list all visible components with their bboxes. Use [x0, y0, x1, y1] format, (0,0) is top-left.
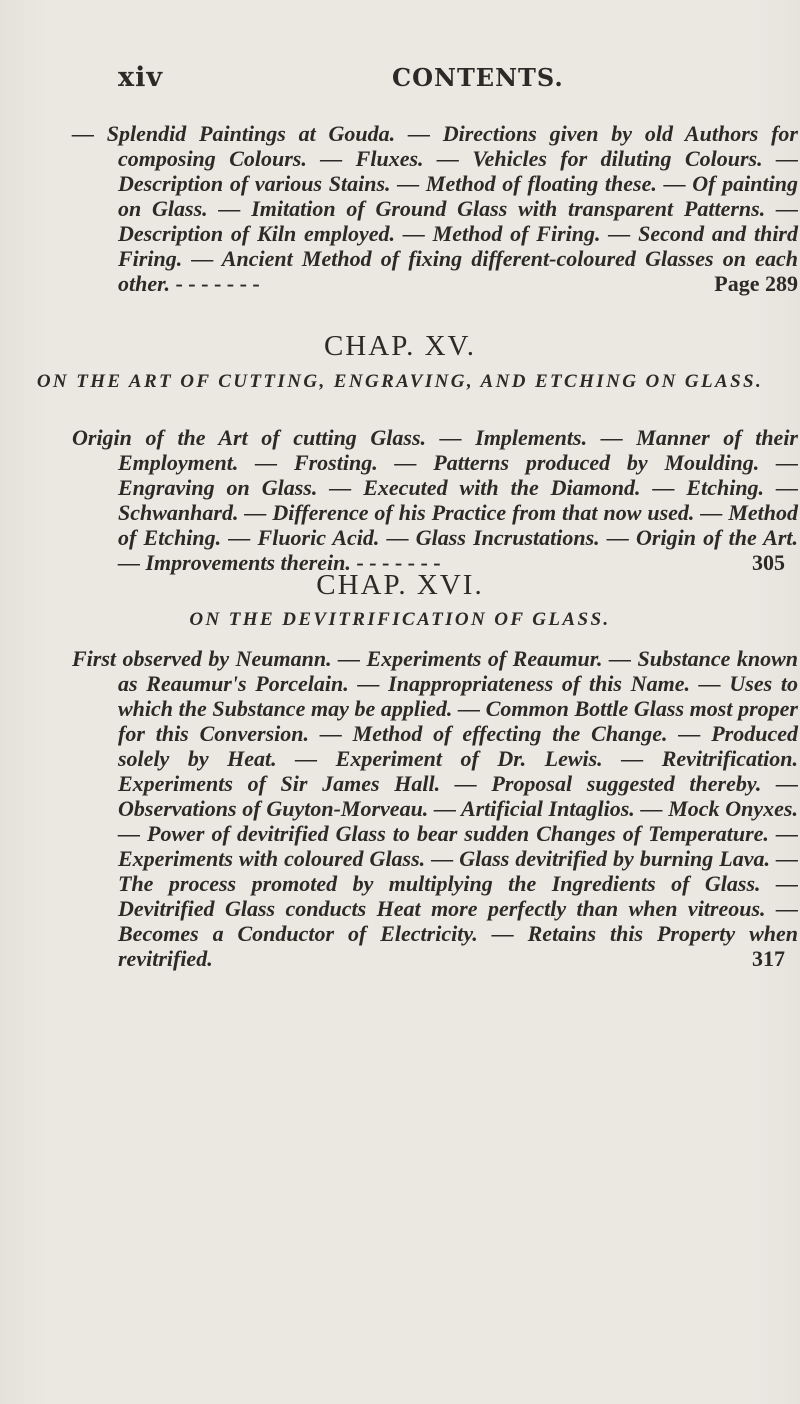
dot-leaders: - - - - - - -: [175, 271, 260, 296]
entry-summary: Origin of the Art of cutting Glass. — Implements. — Manner of their Employment. — Frosting. — Patterns produced by Moulding. — Engraving on Glass. — Executed with the Diamond. — Etching. — Schwanhard. — Difference of his Practice from that now used. — Method of Etching. — Fluoric Acid. — Glass Incrustations. — Origin of the Art. — Improvements therein.: [72, 425, 798, 575]
chapter-title: ON THE DEVITRIFICATION OF GLASS.: [189, 609, 611, 630]
chapter-number: CHAP. XV.: [323, 330, 477, 362]
chapter-title: ON THE ART OF CUTTING, ENGRAVING, AND ETCHING ON GLASS.: [36, 371, 764, 392]
contents-entry-chap-15: Origin of the Art of cutting Glass. — Implements. — Manner of their Employment. — Frosting. — Patterns produced by Moulding. — Engraving on Glass. — Executed with the Diamond. — Etching. — Schwanhard. — Difference of his Practice from that now used. — Method of Etching. — Fluoric Acid. — Glass Incrustations. — Origin of the Art. — Improvements therein. - - - - - - - 305: [72, 425, 798, 575]
running-head: [118, 62, 758, 102]
chapter-number: CHAP. XVI.: [316, 569, 484, 601]
contents-entry-chap-14-continued: [72, 121, 798, 296]
entry-summary: — Splendid Paintings at Gouda. — Directions given by old Authors for composing Colours. — Fluxes. — Vehicles for diluting Colours. — Description of various Stains. — Method of floating these. — Of painting on Glass. — Imitation of Ground Glass with transparent Patterns. — Description of Kiln employed. — Method of Firing. — Second and third Firing. — Ancient Method of fixing different-coloured Glasses on each other.: [72, 121, 798, 296]
contents-entry-chap-16: First observed by Neumann. — Experiments of Reaumur. — Substance known as Reaumur's Porcelain. — Inappropriateness of this Name. — Uses to which the Substance may be applied. — Common Bottle Glass most proper for this Conversion. — Method of effecting the Change. — Produced solely by Heat. — Experiment of Dr. Lewis. — Revitrification. Experiments of Sir James Hall. — Proposal suggested thereby. — Observations of Guyton-Morveau. — Artificial Intaglios. — Mock Onyxes. — Power of devitrified Glass to bear sudden Changes of Temperature. — Experiments with coloured Glass. — Glass devitrified by burning Lava. — The process promoted by multiplying the Ingredients of Glass. — Devitrified Glass conducts Heat more perfectly than when vitreous. — Becomes a Conductor of Electricity. — Retains this Property when revitrified. 317: [72, 646, 798, 971]
entry-summary: First observed by Neumann. — Experiments of Reaumur. — Substance known as Reaumur's Porcelain. — Inappropriateness of this Name. — Uses to which the Substance may be applied. — Common Bottle Glass most proper for this Conversion. — Method of effecting the Change. — Produced solely by Heat. — Experiment of Dr. Lewis. — Revitrification. Experiments of Sir James Hall. — Proposal suggested thereby. — Observations of Guyton-Morveau. — Artificial Intaglios. — Mock Onyxes. — Power of devitrified Glass to bear sudden Changes of Temperature. — Experiments with coloured Glass. — Glass devitrified by burning Lava. — The process promoted by multiplying the Ingredients of Glass. — Devitrified Glass conducts Heat more perfectly than when vitreous. — Becomes a Conductor of Electricity. — Retains this Property when revitrified.: [72, 646, 798, 971]
page-reference: Page 289: [714, 271, 798, 296]
running-title: CONTENTS.: [392, 63, 564, 92]
dot-leaders: - - - - - - -: [356, 550, 441, 575]
page-number: xiv: [118, 62, 164, 93]
